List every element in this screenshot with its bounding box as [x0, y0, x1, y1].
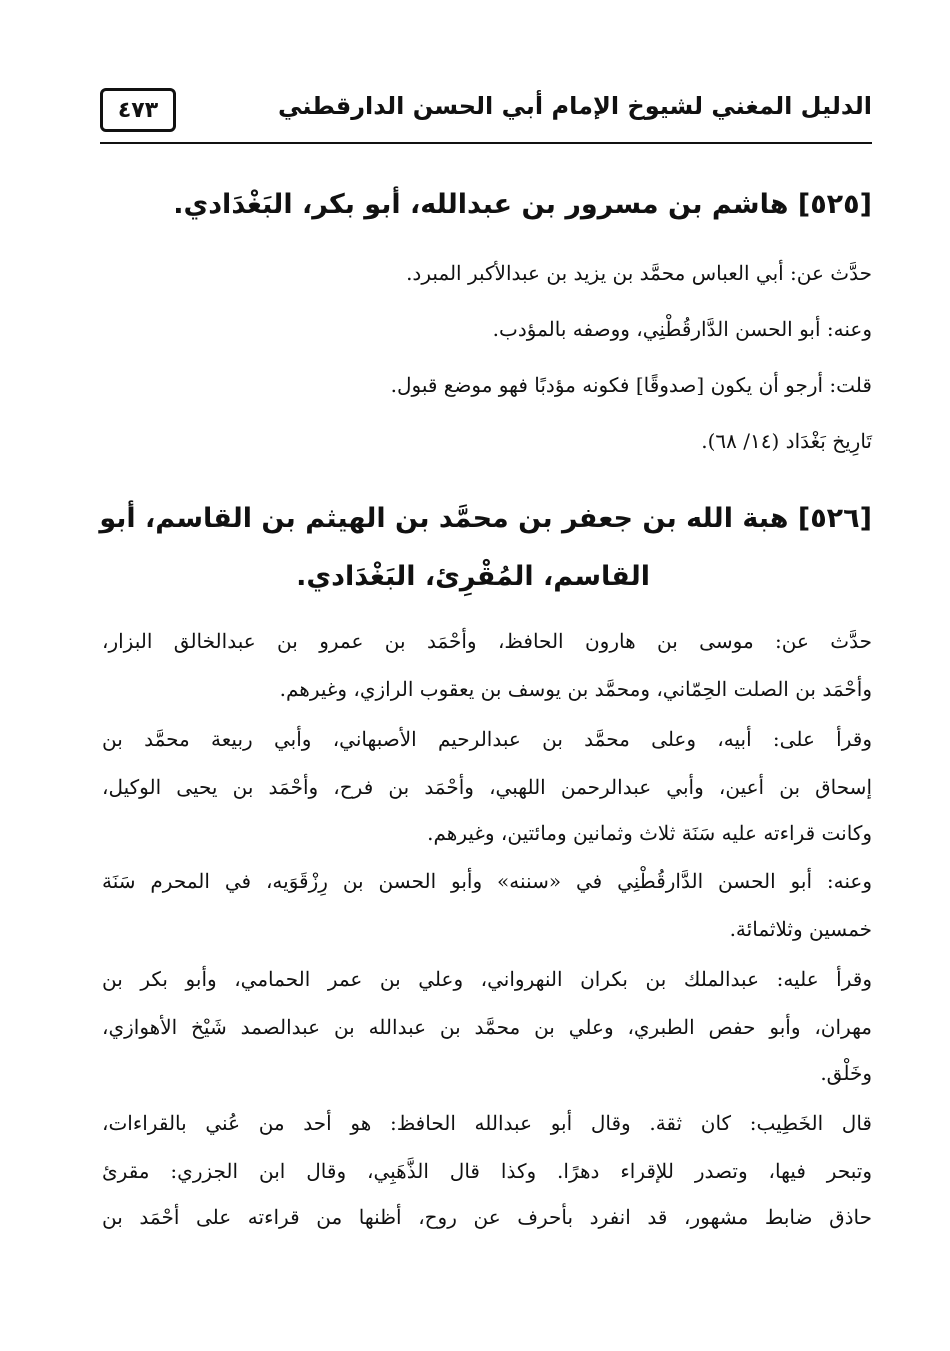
entry-526-line: وقرأ على: أبيه، وعلى محمَّد بن عبدالرحيم الأصبهاني، وأبي ربيعة محمَّد بن — [102, 727, 872, 751]
entry-526-line: قال الخَطِيب: كان ثقة. وقال أبو عبدالله الحافظ: هو أحد من عُني بالقراءات، — [102, 1111, 872, 1135]
entry-526-line: إسحاق بن أعين، وأبي عبدالرحمن اللهبي، وأحْمَد بن فرح، وأحْمَد بن يحيى الوكيل، — [102, 775, 872, 799]
page-number: ٤٧٣ — [100, 88, 176, 132]
entry-526-line: وخَلْق. — [820, 1061, 872, 1085]
page-header — [100, 86, 872, 144]
entry-525-line: حدَّث عن: أبي العباس محمَّد بن يزيد بن عبدالأكبر المبرد. — [406, 261, 872, 285]
entry-525-heading: [٥٢٥] هاشم بن مسرور بن عبدالله، أبو بكر، البَغْدَادي. — [173, 189, 872, 220]
entry-526-line: حدَّث عن: موسى بن هارون الحافظ، وأحْمَد بن عمرو بن عبدالخالق البزار، — [102, 629, 872, 653]
entry-526-line: وتبحر فيها، وتصدر للإقراء دهرًا. وكذا قال الذَّهَبِي، وقال ابن الجزري: مقرئ — [102, 1159, 872, 1183]
entry-526-line: وأحْمَد بن الصلت الحِمّاني، ومحمَّد بن يوسف بن يعقوب الرازي، وغيرهم. — [279, 677, 872, 701]
entry-525-line: قلت: أرجو أن يكون [صدوقًا] فكونه مؤدبًا فهو موضع قبول. — [390, 373, 872, 397]
entry-526-line: مهران، وأبو حفص الطبري، وعلي بن محمَّد بن عبدالله بن عبدالصمد شَيْخ الأهوازي، — [102, 1015, 872, 1039]
entry-526-line: حاذق ضابط مشهور، قد انفرد بأحرف عن روح، أظنها من قراءته على أحْمَد بن — [102, 1205, 872, 1229]
entry-526-line: خمسين وثلاثمائة. — [729, 917, 872, 941]
entry-526-heading-continued: القاسم، المُقْرِئ، البَغْدَادي. — [296, 561, 650, 592]
entry-526-line: وقرأ عليه: عبدالملك بن بكران النهرواني، وعلي بن عمر الحمامي، وأبو بكر بن — [102, 967, 872, 991]
running-title: الدليل المغني لشيوخ الإمام أبي الحسن الدارقطني — [278, 92, 872, 120]
entry-525-line: وعنه: أبو الحسن الدَّارقُطْنِي، ووصفه بالمؤدب. — [492, 317, 872, 341]
entry-526-line: وعنه: أبو الحسن الدَّارقُطْنِي في «سننه» وأبو الحسن بن رِزْقَوَيه، في المحرم سَنَة — [102, 869, 872, 893]
entry-526-line: وكانت قراءته عليه سَنَة ثلاث وثمانين ومائتين، وغيرهم. — [427, 821, 872, 845]
entry-526-heading: [٥٢٦] هبة الله بن جعفر بن محمَّد بن الهيثم بن القاسم، أبو — [99, 503, 872, 534]
entry-525-line: تَارِيخ بَغْدَاد (١٤/ ٦٨). — [701, 429, 872, 453]
